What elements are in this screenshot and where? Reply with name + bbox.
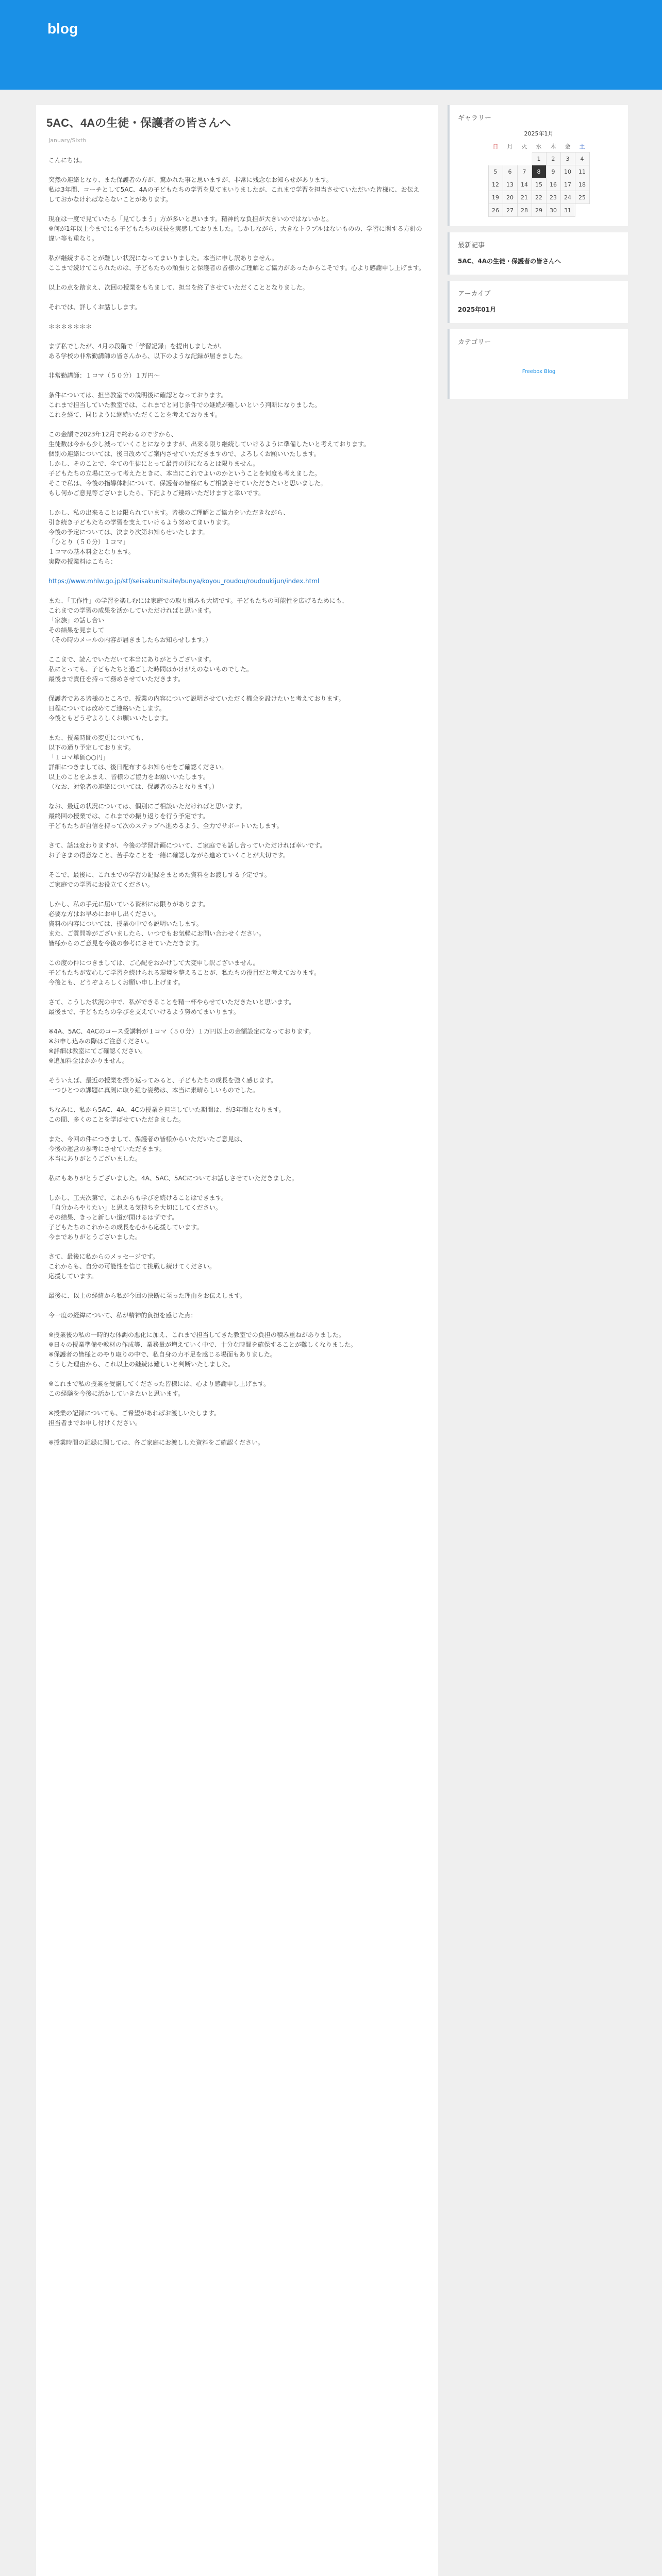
post-paragraph: さて、話は変わりますが、今後の学習計画について、ご家庭でも話し合っていただければ幸いです。 お子さまの得意なこと、苦手なことを一緒に確認しながら進めていくことが大切です。	[48, 842, 326, 859]
calendar-day[interactable]: 26	[488, 204, 503, 217]
recent-posts-title: 最新記事	[458, 241, 485, 249]
calendar-day[interactable]: 24	[560, 191, 575, 204]
post-paragraph: ※授業後の私の一時的な体調の悪化に加え、これまで担当してきた教室での負担の積み重ねがありました。 ※日々の授業準備や教材の作成等、業務量が増えていく中で、十分な時間を確保することが難しくなりました。 ※保護者の皆様とのやり取りの中で、私自身の力不足を感じる場面もありました。 こうした理由から、これ以上の継続は難しいと判断いたしました。	[48, 1331, 357, 1368]
post-paragraph: 私にもありがとうございました。4A、5AC、5ACについてお話しさせていただきました。	[48, 1175, 298, 1182]
calendar-weekday: 水	[536, 143, 542, 150]
calendar-day[interactable]: 5	[488, 165, 503, 178]
calendar-day[interactable]: 8	[532, 165, 546, 178]
calendar-week	[488, 178, 589, 191]
gallery-widget-title: ギャラリー	[458, 114, 492, 122]
calendar-day[interactable]: 7	[517, 165, 532, 178]
archive-link[interactable]: 2025年01月	[458, 306, 496, 313]
calendar-day[interactable]: 3	[560, 152, 575, 165]
post-paragraph: 現在は一度で見ていたら「見てしまう」方が多いと思います。精神的な負担が大きいのではないかと。 ※何が1年以上今までにも子どもたちの成長を実感しておりました。しかしながら、大きなトラブルはないものの、学習に関する方針の違い等も重なり。	[48, 215, 422, 242]
calendar-week	[488, 152, 589, 165]
calendar-day[interactable]: 21	[517, 191, 532, 204]
calendar-day[interactable]: 30	[546, 204, 560, 217]
post-paragraph: ここまで、読んでいただいて本当にありがとうございます。 私にとっても、子どもたちと過ごした時間はかけがえのないものでした。 最後まで責任を持って務めさせていただきます。	[48, 656, 253, 683]
calendar	[488, 141, 590, 217]
calendar-day[interactable]: 28	[517, 204, 532, 217]
post-paragraph: さて、最後に私からのメッセージです。 これからも、自分の可能性を信じて挑戦し続けてください。 応援しています。	[48, 1253, 216, 1280]
post-paragraph: また、授業時間の変更についても、 以下の通り予定しております。 「１コマ単価○○円」 詳細につきましては、後日配布するお知らせをご確認ください。 以上のことをふまえ、皆様のご協力をお願いいたします。 （なお、対象者の連絡については、保護者のみとなります。）	[48, 734, 228, 790]
post-paragraph: そこで、最後に、これまでの学習の記録をまとめた資料をお渡しする予定です。 ご家庭での学習にお役立てください。	[48, 871, 271, 888]
sidebar	[448, 105, 628, 405]
post-paragraph: また、今回の件につきまして、保護者の皆様からいただいたご意見は、 今後の運営の参考にさせていただきます。 本当にありがとうございました。	[48, 1136, 246, 1162]
post-paragraph: ＊＊＊＊＊＊＊	[48, 323, 92, 330]
calendar-weekday: 日	[492, 143, 499, 150]
archive-title: アーカイブ	[458, 290, 491, 297]
calendar-week	[488, 204, 589, 217]
post-paragraph: この度の件につきましては、ご心配をおかけして大変申し訳ございません。 子どもたちが安心して学習を続けられる環境を整えることが、私たちの役目だと考えております。 今後とも、どうぞよろしくお願い申し上げます。	[48, 959, 321, 986]
post-paragraph: しかし、私の手元に届いている資料には限りがあります。 必要な方はお早めにお申し出ください。 資料の内容については、授業の中でも説明いたします。 また、ご質問等がございましたら、いつでもお気軽にお問い合わせください。 皆様からのご意見を今後の参考にさせていただきます。	[48, 901, 266, 947]
calendar-weekday: 木	[550, 143, 556, 150]
calendar-weekday: 火	[521, 143, 527, 150]
calendar-day[interactable]: 27	[503, 204, 517, 217]
calendar-day[interactable]: 23	[546, 191, 560, 204]
post-paragraph: なお、最近の状況については、個別にご相談いただければと思います。 最終回の授業では、これまでの振り返りを行う予定です。 子どもたちが自信を持って次のステップへ進めるよう、全力でサポートいたします。	[48, 803, 283, 829]
post-paragraph: 以上の点を踏まえ、次回の授業をもちまして、担当を終了させていただくこととなりました。	[48, 284, 309, 291]
category-widget	[448, 329, 628, 399]
post-paragraph: また、「工作性」の学習を楽しむには家庭での取り組みも大切です。子どもたちの可能性を広げるためにも、 これまでの学習の成果を活かしていただければと思います。 「家族」の話し合い その結果を見まして （その時のメールの内容が届きましたらお知らせします。）	[48, 597, 349, 643]
article-card	[36, 105, 438, 2576]
calendar-empty-cell	[503, 152, 517, 165]
calendar-day[interactable]: 6	[503, 165, 517, 178]
post-title: 5AC、4Aの生徒・保護者の皆さんへ	[46, 116, 231, 129]
calendar-day[interactable]: 25	[575, 191, 589, 204]
calendar-week	[488, 191, 589, 204]
calendar-day[interactable]: 12	[488, 178, 503, 191]
post-paragraph: 保護者である皆様のところで、授業の内容について説明させていただく機会を設けたいと考えております。 日程については改めてご連絡いたします。 今後ともどうぞよろしくお願いいたします。	[48, 695, 345, 722]
calendar-empty-cell	[488, 152, 503, 165]
recent-post-link[interactable]: 5AC、4Aの生徒・保護者の皆さんへ	[458, 258, 561, 265]
post-paragraph: ※4A、5AC、4ACのコース受講料が１コマ（５０分）１万円以上の金額設定になっております。 ※お申し込みの際はご注意ください。 ※詳細は教室にてご確認ください。 ※追加料金はかかりません。	[48, 1028, 315, 1064]
post-paragraph: まず私でしたが、4月の段階で「学習記録」を提出しましたが、 ある学校の非常勤講師の皆さんから、以下のような記録が届きました。	[48, 343, 247, 360]
archive-widget	[448, 281, 628, 323]
calendar-day[interactable]: 20	[503, 191, 517, 204]
post-paragraph: それでは、詳しくお話しします。	[48, 303, 141, 311]
post-paragraph: こんにちは。	[48, 157, 86, 164]
post-paragraph: 私が継続することが難しい状況になってまいりました。本当に申し訳ありません。 ここまで続けてこられたのは、子どもたちの頑張りと保護者の皆様のご理解とご協力があったからこそです。心より感謝申し上げます。	[48, 255, 425, 272]
gallery-widget	[448, 105, 628, 226]
calendar-day[interactable]: 11	[575, 165, 589, 178]
category-title: カテゴリー	[458, 338, 491, 346]
post-paragraph: 条件については、担当教室での説明後に確認となっております。 これまで担当していた教室では、これまでと同じ条件での継続が難しいという判断になりました。 これを経て、同じように継続いただくことを考えております。	[48, 392, 321, 418]
post-paragraph: ちなみに、私から5AC、4A、4Cの授業を担当していた期間は、約3年間となります。 この間、多くのことを学ばせていただきました。	[48, 1106, 285, 1123]
post-body	[48, 156, 425, 1458]
post-paragraph: この金額で2023年12月で終わるのですから、 生徒数は今から少し減っていくことになりますが、出来る限り継続していけるように準備したいと考えております。 個別の連絡については、後日改めてご案内させていただきますので、よろしくお願いいたします。 しかし、そのことで、全ての生徒にとって最善の形になるとは限りません。 子どもたちの立場に立って考えたときに、本当にこれでよいのかということを何度も考えました。 そこで私は、今後の指導体制について、保護者の皆様にもご相談させていただきたいと思いました。 もし何かご意見等ございましたら、下記よりご連絡いただけますと幸いです。	[48, 431, 370, 497]
post-paragraph	[48, 577, 425, 586]
calendar-day[interactable]: 2	[546, 152, 560, 165]
calendar-day[interactable]: 22	[532, 191, 546, 204]
post-paragraph: 非常勤講師：１コマ（５０分）１万円〜	[48, 372, 160, 379]
calendar-day[interactable]: 29	[532, 204, 546, 217]
post-paragraph: さて、こうした状況の中で、私ができることを精一杯やらせていただきたいと思います。 最後まで、子どもたちの学びを支えていけるよう努めてまいります。	[48, 998, 295, 1015]
calendar-weekday: 土	[579, 143, 585, 150]
calendar-caption: 2025年1月	[524, 130, 554, 137]
calendar-day[interactable]: 13	[503, 178, 517, 191]
post-paragraph: 突然の連絡となり、また保護者の方が、驚かれた事と思いますが、非常に残念なお知らせがあります。 私は3年間、コーチとして5AC、4Aの子どもたちの学習を見てまいりましたが、これまで学習を担当させていただいた皆様に、お伝えしておかなければならないことがあります。	[48, 176, 420, 203]
calendar-day[interactable]: 15	[532, 178, 546, 191]
post-paragraph: ※これまで私の授業を受講してくださった皆様には、心より感謝申し上げます。 この経験を今後に活かしていきたいと思います。	[48, 1380, 270, 1397]
calendar-day[interactable]: 4	[575, 152, 589, 165]
calendar-weekday: 金	[565, 143, 571, 150]
post-link[interactable]: https://www.mhlw.go.jp/stf/seisakunitsuite/bunya/koyou_roudou/roudoukijun/index.html	[48, 578, 320, 585]
category-badge[interactable]: Freebox Blog	[522, 368, 556, 375]
post-paragraph: ※授業時間の記録に関しては、各ご家庭にお渡しした資料をご確認ください。	[48, 1439, 264, 1446]
calendar-day[interactable]: 17	[560, 178, 575, 191]
calendar-day[interactable]: 9	[546, 165, 560, 178]
calendar-day[interactable]: 31	[560, 204, 575, 217]
post-paragraph: しかし、私の出来ることは限られています。皆様のご理解とご協力をいただきながら、 引き続き子どもたちの学習を支えていけるよう努めてまいります。 今後の予定については、決まり次第お知らせいたします。 「ひとり（５０分）１コマ」 １コマの基本料金となります。 実際の授業料はこちら：	[48, 509, 290, 565]
top-header-bar	[0, 0, 662, 90]
calendar-day[interactable]: 1	[532, 152, 546, 165]
post-paragraph: 今一度の経緯について、私が精神的負担を感じた点：	[48, 1312, 197, 1319]
calendar-week	[488, 165, 589, 178]
post-paragraph: そういえば、最近の授業を振り返ってみると、子どもたちの成長を強く感じます。 一つひとつの課題に真剣に取り組む姿勢は、本当に素晴らしいものでした。	[48, 1077, 277, 1094]
calendar-day[interactable]: 14	[517, 178, 532, 191]
calendar-empty-cell	[517, 152, 532, 165]
calendar-day[interactable]: 16	[546, 178, 560, 191]
calendar-weekday: 月	[507, 143, 513, 150]
post-date: January/Sixth	[48, 137, 87, 144]
recent-posts-widget	[448, 232, 628, 275]
post-paragraph: ※授業の記録についても、ご希望があればお渡しいたします。 担当者までお申し付けください。	[48, 1410, 220, 1427]
site-logo[interactable]: blog	[47, 21, 78, 37]
post-paragraph: しかし、工夫次第で、これからも学びを続けることはできます。 「自分からやりたい」と思える気持ちを大切にしてください。 その結果、きっと新しい道が開けるはずです。 子どもたちのこれからの成長を心から応援しています。 今までありがとうございました。	[48, 1194, 227, 1241]
calendar-day[interactable]: 19	[488, 191, 503, 204]
calendar-day[interactable]: 10	[560, 165, 575, 178]
calendar-empty-cell	[575, 204, 589, 217]
post-paragraph: 最後に、以上の経緯から私が今回の決断に至った理由をお伝えします。	[48, 1292, 246, 1299]
calendar-day[interactable]: 18	[575, 178, 589, 191]
